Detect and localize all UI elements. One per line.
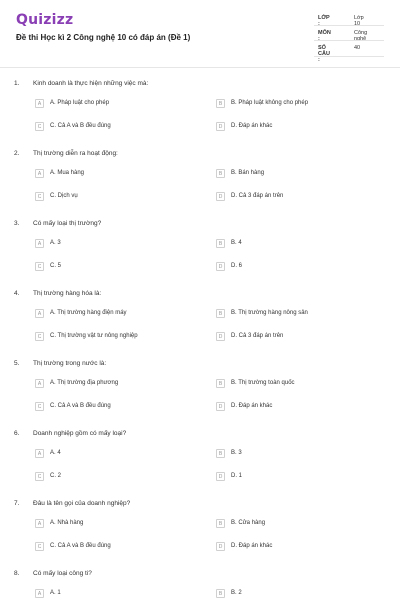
option-text: D. Cả 3 đáp án trên xyxy=(231,193,284,199)
option-text: C. Cả A và B đều đúng xyxy=(50,403,111,409)
info-value: Lớp 10 xyxy=(354,15,364,27)
document-header xyxy=(0,0,400,68)
option-letter-box: C xyxy=(35,402,44,411)
option-letter-box: C xyxy=(35,192,44,201)
option-letter-box: D xyxy=(216,262,225,271)
option-letter-box: C xyxy=(35,472,44,481)
option-letter-box: B xyxy=(216,449,225,458)
info-label: SỐ CÂU : xyxy=(318,45,330,63)
option-text: D. 1 xyxy=(231,473,243,479)
option-letter-box: D xyxy=(216,472,225,481)
option-text: B. Thị trường toàn quốc xyxy=(231,380,295,386)
option-letter-box: A xyxy=(35,99,44,108)
option-letter-box: D xyxy=(216,542,225,551)
question-number: 6. xyxy=(14,430,20,437)
info-box xyxy=(314,11,384,63)
question-text: Kinh doanh là thực hiện những việc mà: xyxy=(33,80,149,87)
header-divider xyxy=(0,67,400,68)
document-title: Đề thi Học kì 2 Công nghệ 10 có đáp án (Đề 1) xyxy=(16,33,191,42)
option-text: B. Thị trường hàng nông sản xyxy=(231,310,308,316)
question-number: 7. xyxy=(14,500,20,507)
option-text: B. 3 xyxy=(231,450,242,456)
option-letter-box: A xyxy=(35,309,44,318)
option-text: C. Cả A và B đều đúng xyxy=(50,543,111,549)
option-letter-box: B xyxy=(216,169,225,178)
question-number: 2. xyxy=(14,150,20,157)
option-text: B. Cửa hàng xyxy=(231,520,266,526)
option-text: C. Thị trường vật tư nông nghiệp xyxy=(50,333,138,339)
question-number: 1. xyxy=(14,80,20,87)
info-label: MÔN : xyxy=(318,30,331,42)
question-number: 8. xyxy=(14,570,20,577)
option-text: B. 4 xyxy=(231,240,242,246)
option-letter-box: A xyxy=(35,379,44,388)
option-text: D. 6 xyxy=(231,263,243,269)
divider xyxy=(314,56,384,57)
option-text: B. Bán hàng xyxy=(231,170,265,176)
option-text: C. Dịch vụ xyxy=(50,193,78,199)
option-letter-box: B xyxy=(216,589,225,598)
option-letter-box: D xyxy=(216,192,225,201)
question-text: Có mấy loại công ti? xyxy=(33,570,92,577)
option-letter-box: B xyxy=(216,99,225,108)
option-text: A. Thị trường hàng điện máy xyxy=(50,310,127,316)
question-text: Thị trường trong nước là: xyxy=(33,360,107,367)
option-letter-box: A xyxy=(35,589,44,598)
option-letter-box: D xyxy=(216,122,225,131)
option-letter-box: C xyxy=(35,542,44,551)
option-letter-box: C xyxy=(35,122,44,131)
question-text: Thị trường diễn ra hoạt động: xyxy=(33,150,118,157)
option-text: B. 2 xyxy=(231,590,242,596)
option-text: D. Cả 3 đáp án trên xyxy=(231,333,284,339)
question-text: Đâu là tên gọi của doanh nghiệp? xyxy=(33,500,131,507)
option-letter-box: D xyxy=(216,402,225,411)
option-text: D. Đáp án khác xyxy=(231,123,273,129)
option-text: B. Pháp luật không cho phép xyxy=(231,100,309,106)
option-text: C. Cả A và B đều đúng xyxy=(50,123,111,129)
divider xyxy=(314,25,384,26)
option-letter-box: C xyxy=(35,262,44,271)
option-letter-box: A xyxy=(35,239,44,248)
option-letter-box: A xyxy=(35,169,44,178)
option-text: D. Đáp án khác xyxy=(231,543,273,549)
divider xyxy=(314,40,384,41)
option-text: A. 1 xyxy=(50,590,61,596)
question-number: 5. xyxy=(14,360,20,367)
question-number: 4. xyxy=(14,290,20,297)
question-number: 3. xyxy=(14,220,20,227)
quizizz-logo: Quizizz xyxy=(16,12,74,28)
option-text: A. Nhà hàng xyxy=(50,520,84,526)
option-text: A. 4 xyxy=(50,450,61,456)
question-text: Thị trường hàng hóa là: xyxy=(33,290,102,297)
option-letter-box: B xyxy=(216,519,225,528)
option-text: A. 3 xyxy=(50,240,61,246)
option-letter-box: A xyxy=(35,519,44,528)
option-letter-box: A xyxy=(35,449,44,458)
option-text: A. Thị trường địa phương xyxy=(50,380,119,386)
option-text: C. 5 xyxy=(50,263,62,269)
question-text: Có mấy loại thị trường? xyxy=(33,220,102,227)
info-label: LỚP : xyxy=(318,15,330,27)
option-letter-box: B xyxy=(216,379,225,388)
option-text: A. Mua hàng xyxy=(50,170,85,176)
option-letter-box: B xyxy=(216,309,225,318)
option-letter-box: D xyxy=(216,332,225,341)
option-text: A. Pháp luật cho phép xyxy=(50,100,110,106)
option-text: D. Đáp án khác xyxy=(231,403,273,409)
option-letter-box: C xyxy=(35,332,44,341)
question-text: Doanh nghiệp gồm có mấy loại? xyxy=(33,430,127,437)
info-value: 40 xyxy=(354,45,361,51)
option-letter-box: B xyxy=(216,239,225,248)
info-value: Công nghệ xyxy=(354,30,368,42)
option-text: C. 2 xyxy=(50,473,62,479)
